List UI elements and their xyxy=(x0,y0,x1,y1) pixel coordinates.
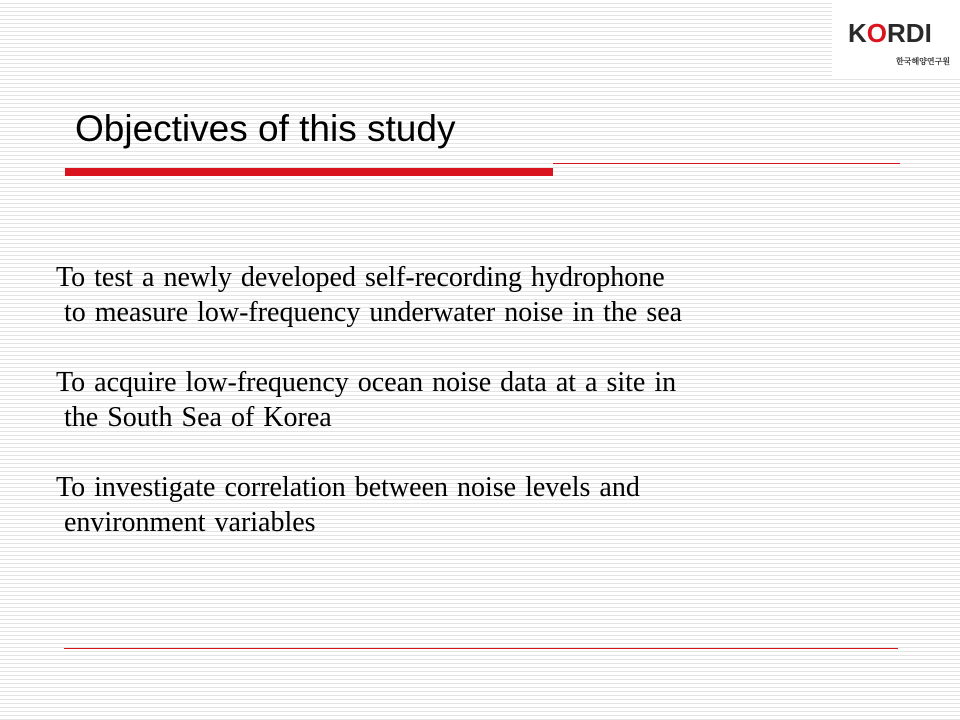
objective-line: environment variables xyxy=(64,507,316,538)
objective-line: To investigate correlation between noise levels and xyxy=(56,472,640,503)
title-underline-thick xyxy=(65,168,553,176)
objective-line: To acquire low-frequency ocean noise data at a site in xyxy=(56,367,677,398)
logo-letter-k: K xyxy=(848,18,867,48)
slide-title: Objectives of this study xyxy=(75,108,456,149)
objective-line: To test a newly developed self-recording hydrophone xyxy=(56,262,665,293)
bottom-divider xyxy=(64,648,898,649)
objectives-list xyxy=(56,260,936,575)
logo-wordmark xyxy=(848,18,932,49)
kordi-logo xyxy=(832,0,960,76)
objective-item xyxy=(56,260,936,330)
objective-line: to measure low-frequency underwater noise in the sea xyxy=(64,297,683,328)
logo-letter-o: O xyxy=(866,18,888,48)
objective-item xyxy=(56,365,936,435)
logo-subtitle: 한국해양연구원 xyxy=(896,57,951,66)
logo-letters-rdi: RDI xyxy=(887,18,932,48)
objective-line: the South Sea of Korea xyxy=(64,402,332,433)
title-underline-thin xyxy=(553,163,900,164)
objective-item xyxy=(56,470,936,540)
